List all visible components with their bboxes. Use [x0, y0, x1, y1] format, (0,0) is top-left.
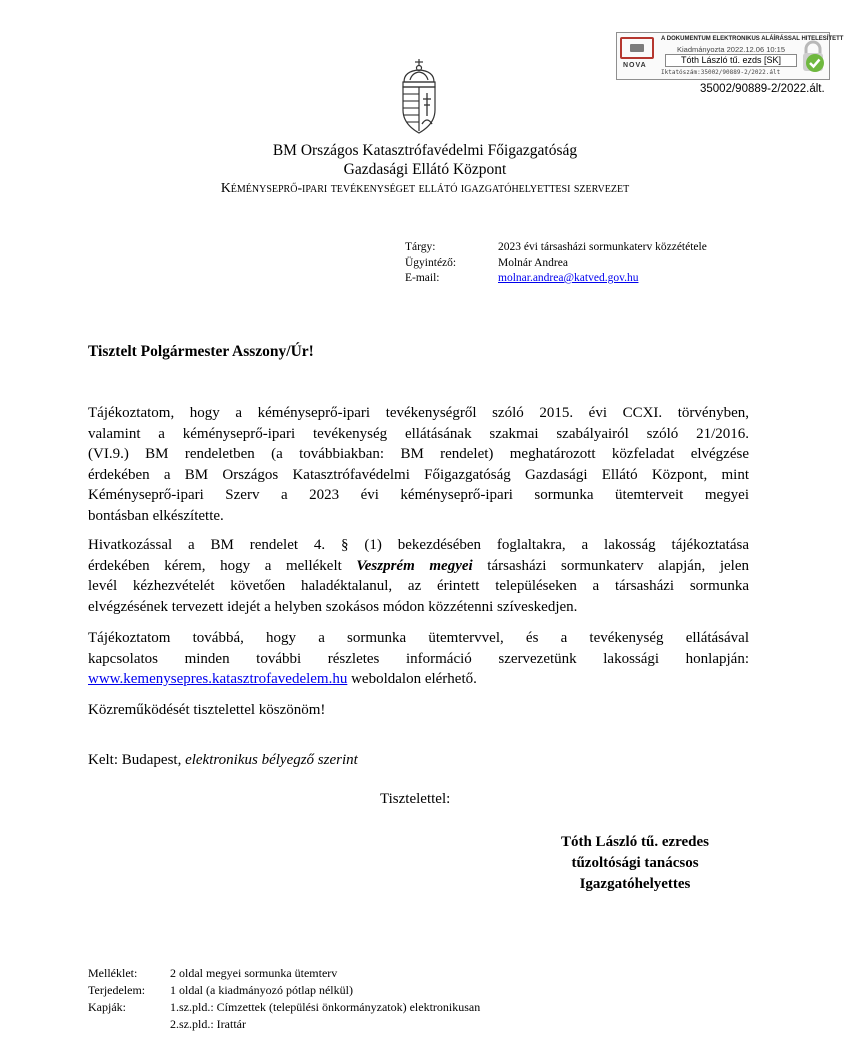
paragraph-line: (VI.9.) BM rendeletben (a továbbiakban: BM rendelet) meghatározott közfeladat elvégzése	[88, 446, 749, 462]
footer-value: 1 oldal (a kiadmányozó pótlap nélkül)	[170, 983, 353, 997]
signer-role: Igazgatóhelyettes	[579, 876, 691, 892]
email-label: E-mail:	[405, 272, 440, 284]
paragraph-line: valamint a kéményseprő-ipari tevékenység ellátásának szakmai szabályairól szóló 21/2016.	[88, 425, 749, 442]
signer-rank: tűzoltósági tanácsos	[571, 855, 699, 871]
paragraph-line: érdekében a BM Országos Katasztrófavédelmi Főigazgatóság Gazdasági Ellátó Központ, mint	[88, 466, 749, 483]
footer-label: Terjedelem:	[88, 983, 146, 997]
county-emphasis: Veszprém megyei	[356, 557, 473, 574]
paragraph-line: kapcsolatos minden további részletes információ szervezetünk lakossági honlapján:	[88, 650, 749, 667]
stamp-signer: Tóth László tű. ezds [SK]	[665, 54, 797, 67]
email-link[interactable]: molnar.andrea@katved.gov.hu	[498, 272, 639, 284]
lock-check-icon	[800, 39, 826, 75]
subject-label: Tárgy:	[405, 241, 436, 253]
footer-value: 2 oldal megyei sormunka ütemterv	[170, 966, 338, 980]
closing: Tisztelettel:	[380, 791, 451, 807]
paragraph-line: érdekében kérem, hogy a mellékelt Veszprém megyei társasházi sormunkaterv alapján, jelen	[88, 557, 749, 574]
thanks-line: Közreműködését tisztelettel köszönöm!	[88, 702, 326, 718]
paragraph-line: Kéményseprő-ipari Szerv a 2023 évi kéményseprő-ipari sormunka ütemterveit megyei	[88, 487, 749, 503]
officer-label: Ügyintéző:	[405, 257, 457, 269]
salutation: Tisztelt Polgármester Asszony/Úr!	[88, 343, 314, 360]
paragraph-line: www.kemenysepres.katasztrofavedelem.hu weboldalon elérhető.	[88, 671, 477, 687]
paragraph-line: Hivatkozással a BM rendelet 4. § (1) bekezdésében foglaltakra, a lakosság tájékoztatása	[88, 537, 749, 553]
paragraph-1	[88, 403, 749, 526]
signature-stamp	[616, 32, 844, 80]
subject-value: 2023 évi társasházi sormunkaterv közzététele	[498, 241, 707, 253]
footer-value: 1.sz.pld.: Címzettek (települési önkormányzatok) elektronikusan	[170, 1000, 481, 1014]
paragraph-line: Tájékoztatom, hogy a kéményseprő-ipari tevékenységről szóló 2015. évi CCXI. törvényben,	[88, 405, 749, 421]
paragraph-line: levél kézhezvételét követően haladéktalanul, az érintett településeken a társasházi sormunka	[88, 578, 749, 594]
org-line-3: Kéményseprő-ipari tevékenységet ellátó igazgatóhelyettesi szervezet	[220, 180, 630, 195]
signer-name: Tóth László tű. ezredes	[560, 834, 710, 850]
footer-label: Melléklet:	[88, 966, 138, 980]
footer-value: 2.sz.pld.: Irattár	[170, 1017, 246, 1031]
coat-of-arms-icon	[394, 58, 444, 140]
paragraph-3	[88, 628, 749, 690]
monitor-icon	[620, 37, 654, 59]
org-line-1: BM Országos Katasztrófavédelmi Főigazgatóság	[272, 142, 578, 159]
paragraph-line: elvégzésének tervezett idejét a helyben szokásos módon közzétenni szíveskedjen.	[88, 598, 578, 615]
stamp-heading: A DOKUMENTUM ELEKTRONIKUS ALÁÍRÁSSAL HITELESÍTETT	[661, 36, 844, 42]
reference-number: 35002/90889-2/2022.ált.	[700, 83, 825, 95]
paragraph-2	[88, 535, 749, 617]
footer-label: Kapják:	[88, 1000, 126, 1014]
dated-line: Kelt: Budapest, elektronikus bélyegző szerint	[88, 752, 358, 768]
website-link[interactable]: www.kemenysepres.katasztrofavedelem.hu	[88, 671, 348, 687]
officer-value: Molnár Andrea	[498, 257, 568, 269]
paragraph-line: Tájékoztatom továbbá, hogy a sormunka ütemtervvel, és a tevékenység ellátásával	[88, 630, 749, 646]
stamp-brand: NOVA	[623, 62, 647, 69]
org-line-2: Gazdasági Ellátó Központ	[343, 161, 507, 178]
stamp-date: Kiadmányozta 2022.12.06 10:15	[677, 45, 785, 54]
paragraph-line: bontásban elkészítette.	[88, 507, 224, 524]
stamp-filing-number: Iktatószám:35002/90889-2/2022.ált	[661, 69, 781, 76]
